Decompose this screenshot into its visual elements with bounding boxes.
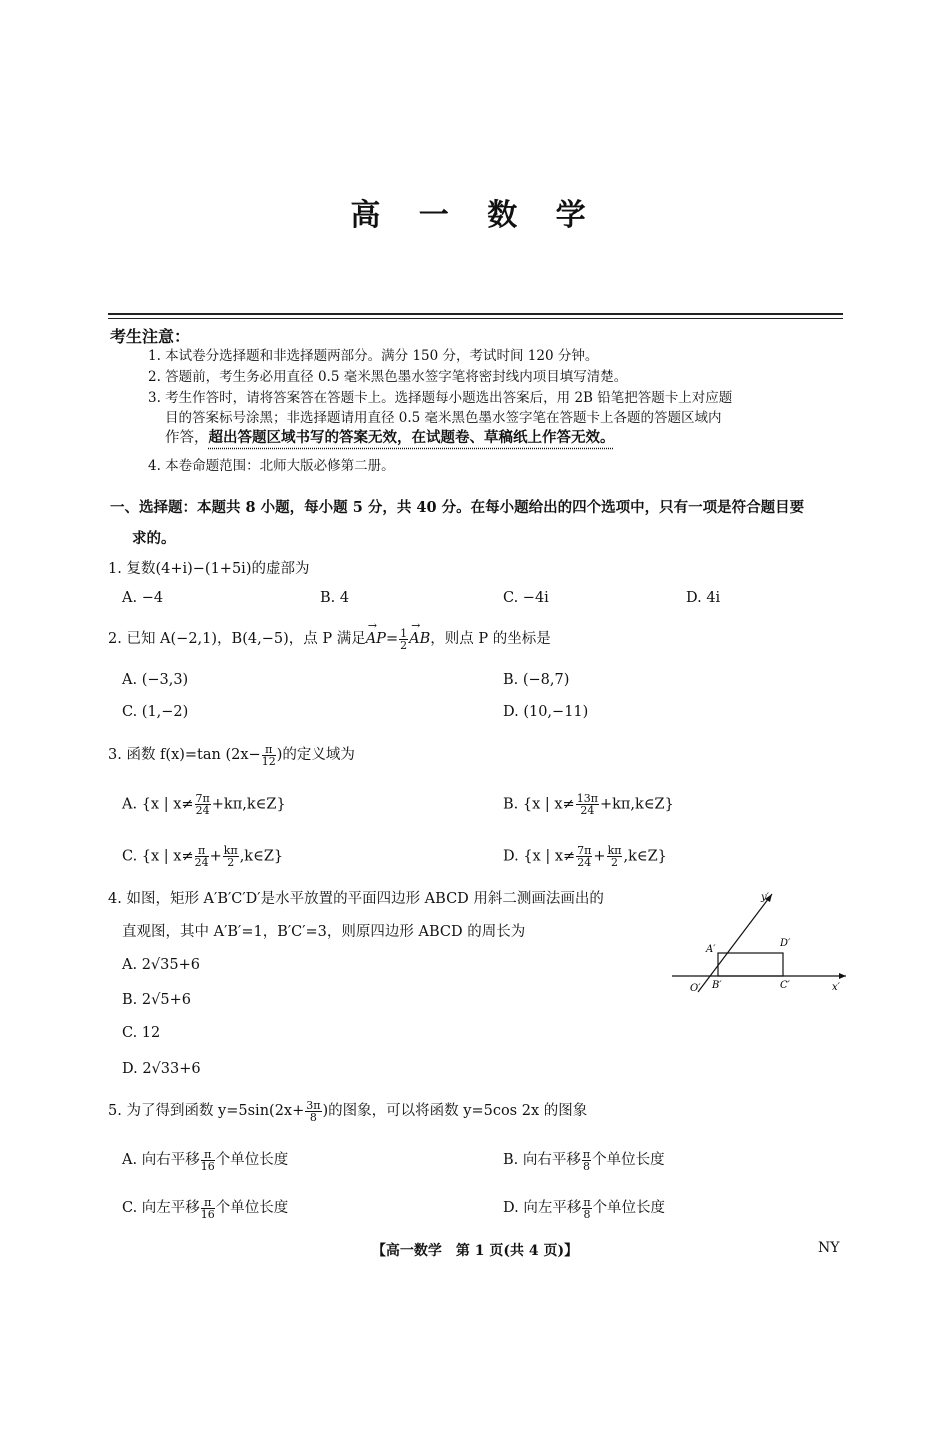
q3-d-mid: + — [593, 848, 606, 865]
y-axis — [698, 894, 772, 992]
q5-a-num: π — [201, 1149, 215, 1161]
q5-num: 3π — [306, 1098, 321, 1112]
q3-a-den: 24 — [195, 804, 210, 817]
q3-pi-over-12 — [262, 744, 276, 767]
label-d: D′ — [780, 938, 791, 949]
q5-c-frac — [201, 1197, 215, 1220]
q2-option-a: A. (−3,3) — [122, 672, 189, 688]
q3-c-frac1 — [195, 845, 209, 868]
q3-d-post: ,k∈Z} — [623, 848, 667, 865]
q3-option-d — [503, 845, 667, 868]
q3-a-frac — [195, 793, 211, 816]
rectangle-abcd — [718, 953, 783, 976]
q3-c-den2: 2 — [227, 856, 235, 869]
q5-d-pre: D. 向左平移 — [503, 1200, 582, 1216]
q4-option-b: B. 2√5+6 — [122, 992, 191, 1008]
x-axis-arrow — [839, 973, 846, 979]
q5-d-den: 8 — [583, 1207, 591, 1221]
q5-b-num: π — [582, 1147, 591, 1161]
notice-item-2: 2. 答题前，考生务必用直径 0.5 毫米黑色墨水签字笔将密封线内项目填写清楚。 — [148, 369, 628, 385]
notice-item-3-line2: 目的答案标号涂黑；非选择题请用直径 0.5 毫米黑色墨水签字笔在答题卡上各题的答题区域内 — [165, 410, 722, 426]
q4-option-c: C. 12 — [122, 1025, 161, 1041]
q1-option-d: D. 4i — [686, 590, 721, 606]
q3-c-pre: {x | x≠ — [141, 848, 194, 865]
q5-option-c — [122, 1196, 288, 1220]
label-y: y′ — [761, 892, 769, 903]
q3-b-den: 24 — [580, 804, 595, 817]
q3-d-frac1 — [576, 845, 592, 868]
section-heading-line1: 一、选择题：本题共 8 小题，每小题 5 分，共 40 分。在每小题给出的四个选项中，只有一项是符合题目要 — [110, 499, 805, 516]
q2-vector-ap: → AP — [366, 631, 386, 647]
q5-d-frac — [582, 1197, 591, 1220]
q2-equals: = — [385, 631, 399, 647]
q5-option-b — [503, 1148, 665, 1172]
q5-d-num: π — [583, 1195, 591, 1209]
label-a: A′ — [706, 944, 716, 955]
q3-c-post: ,k∈Z} — [239, 848, 284, 865]
notice-item-1: 1. 本试卷分选择题和非选择题两部分。满分 150 分，考试时间 120 分钟。 — [148, 348, 599, 364]
q3-stem-prefix: 3. 函数 f(x)=tan — [108, 747, 221, 763]
q3-d-num2: kπ — [607, 844, 622, 857]
notice-item-3-prefix: 作答， — [165, 430, 209, 446]
page-footer: 【高一数学 第 1 页(共 4 页)】 — [371, 1243, 579, 1259]
label-o: O′ — [690, 983, 701, 994]
q3-c-label: C. — [122, 848, 138, 865]
q3-d-pre: {x | x≠ — [523, 848, 576, 865]
q3-d-den: 24 — [577, 856, 592, 869]
header-rule-thick — [108, 313, 843, 315]
q5-b-post: 个单位长度 — [592, 1152, 665, 1168]
section-heading-line2: 求的。 — [132, 530, 176, 547]
q3-option-a — [122, 793, 286, 816]
q4-stem-line1: 4. 如图，矩形 A′B′C′D′是水平放置的平面四边形 ABCD 用斜二测画法画出的 — [108, 891, 604, 907]
q5-a-frac — [201, 1149, 215, 1172]
page-title: 高 一 数 学 — [350, 198, 600, 233]
q5-option-d — [503, 1196, 665, 1220]
q2-half-num: 1 — [400, 626, 408, 640]
q2-stem — [108, 627, 551, 651]
q3-option-b — [503, 793, 674, 816]
q3-a-post: +kπ,k∈Z} — [211, 796, 286, 813]
notice-item-3-line3 — [165, 428, 865, 448]
q2-stem-prefix: 2. 已知 A(−2,1)，B(4,−5)，点 P 满足 — [108, 631, 366, 647]
label-x: x′ — [832, 982, 840, 993]
q5-frac — [305, 1100, 321, 1123]
q3-c-frac2 — [223, 845, 239, 868]
q1-option-a: A. −4 — [122, 590, 164, 606]
q1-option-c: C. −4i — [503, 590, 549, 606]
q5-a-den: 16 — [200, 1159, 215, 1173]
q5-b-den: 8 — [582, 1159, 590, 1173]
q5-stem-inner: (2x+ — [269, 1103, 305, 1119]
q3-d-frac2 — [607, 845, 623, 868]
q5-c-num: π — [201, 1197, 215, 1209]
q5-stem-suffix: )的图象，可以将函数 y=5cos 2x 的图象 — [322, 1103, 588, 1119]
q5-c-post: 个单位长度 — [215, 1200, 289, 1216]
q3-stem-inner: (2x− — [225, 747, 261, 763]
q3-stem — [108, 743, 355, 767]
q5-stem — [108, 1099, 587, 1123]
q3-d-den2: 2 — [611, 856, 619, 869]
q5-d-post: 个单位长度 — [592, 1200, 666, 1216]
q5-stem-prefix: 5. 为了得到函数 y=5sin — [108, 1103, 270, 1119]
q5-b-pre: B. 向右平移 — [503, 1152, 581, 1168]
q3-c-num2: kπ — [223, 844, 238, 857]
q3-a-pre: {x | x≠ — [141, 796, 194, 813]
q3-twelve: 12 — [261, 754, 276, 768]
q5-den: 8 — [309, 1110, 317, 1124]
q2-half-den: 2 — [400, 638, 408, 652]
q5-a-pre: A. 向右平移 — [122, 1152, 200, 1168]
q4-option-d: D. 2√33+6 — [122, 1061, 201, 1077]
label-b: B′ — [712, 980, 722, 991]
q3-c-mid: + — [209, 848, 222, 865]
q3-b-label: B. — [503, 796, 519, 813]
q3-stem-suffix: )的定义域为 — [276, 747, 355, 763]
notice-heading: 考生注意： — [110, 327, 191, 346]
q5-c-pre: C. 向左平移 — [122, 1200, 200, 1216]
q3-c-num: π — [195, 845, 209, 857]
q3-pi: π — [262, 744, 276, 756]
q5-b-frac — [582, 1149, 591, 1172]
q1-stem: 1. 复数(4+i)−(1+5i)的虚部为 — [108, 561, 310, 577]
q2-stem-suffix: ，则点 P 的坐标是 — [430, 631, 551, 647]
q3-d-label: D. — [503, 848, 519, 865]
q1-option-b: B. 4 — [320, 590, 350, 606]
q4-option-a: A. 2√35+6 — [122, 957, 200, 973]
q3-option-c — [122, 845, 283, 868]
notice-item-4: 4. 本卷命题范围：北师大版必修第二册。 — [148, 458, 395, 474]
q3-b-post: +kπ,k∈Z} — [599, 796, 674, 813]
q3-b-pre: {x | x≠ — [522, 796, 575, 813]
q3-a-num: 7π — [195, 792, 210, 805]
notice-item-3-emphasis: 超出答题区域书写的答案无效，在试题卷、草稿纸上作答无效。 — [208, 430, 615, 446]
q5-c-den: 16 — [200, 1207, 215, 1221]
q5-a-post: 个单位长度 — [215, 1152, 289, 1168]
q4-figure — [668, 880, 853, 1000]
q5-option-a — [122, 1148, 288, 1172]
q4-stem-line2: 直观图，其中 A′B′=1，B′C′=3，则原四边形 ABCD 的周长为 — [122, 924, 526, 940]
q2-option-d: D. (10,−11) — [503, 704, 589, 720]
q3-c-den: 24 — [194, 856, 209, 869]
notice-item-3-line1: 3. 考生作答时，请将答案答在答题卡上。选择题每小题选出答案后，用 2B 铅笔把答题卡上对应题 — [148, 390, 733, 406]
q2-vector-ab: → AB — [409, 631, 430, 647]
header-rule-thin — [108, 318, 843, 319]
paper-code: NY — [818, 1240, 840, 1256]
q3-b-num: 13π — [576, 792, 598, 805]
q2-half-fraction — [399, 628, 408, 651]
q2-option-b: B. (−8,7) — [503, 672, 570, 688]
q3-b-frac — [576, 793, 599, 816]
q3-d-num: 7π — [577, 844, 592, 857]
label-c: C′ — [780, 980, 790, 991]
q3-a-label: A. — [122, 796, 138, 813]
q2-option-c: C. (1,−2) — [122, 704, 189, 720]
